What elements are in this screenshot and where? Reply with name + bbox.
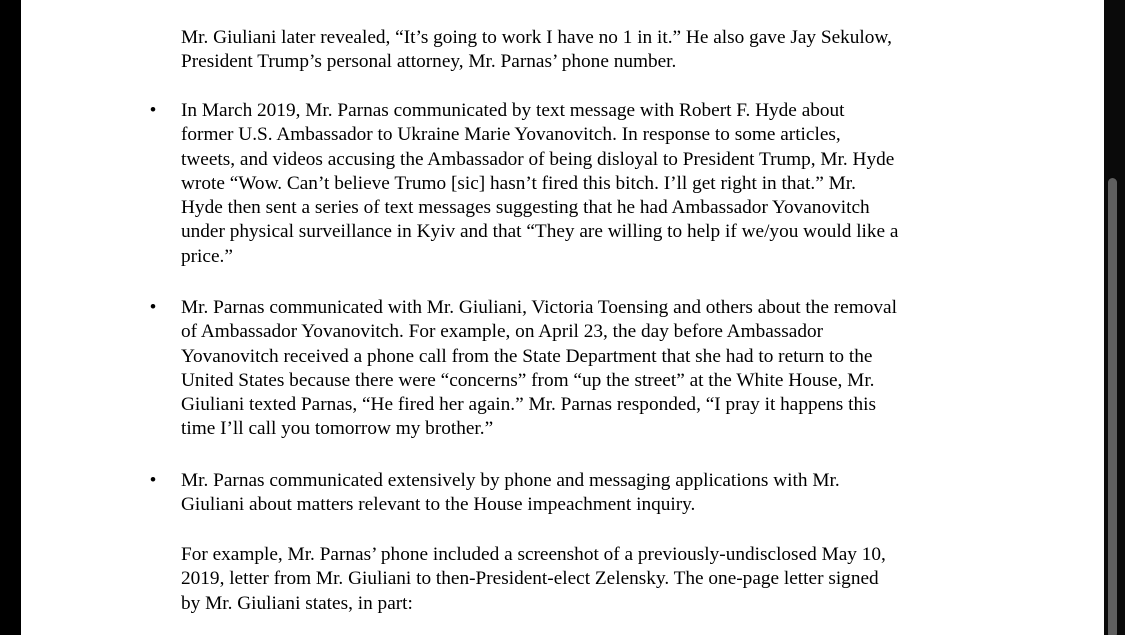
- paragraph-screenshot-letter: [181, 543, 886, 616]
- text-line: Giuliani texted Parnas, “He fired her again.” Mr. Parnas responded, “I pray it happens this: [181, 394, 876, 416]
- text-line: Yovanovitch received a phone call from the State Department that she had to return to the: [181, 345, 873, 367]
- document-page: [21, 0, 1104, 635]
- text-line: 2019, letter from Mr. Giuliani to then-President-elect Zelensky. The one-page letter signed: [181, 568, 879, 590]
- bullet-paragraph-messaging: [181, 469, 840, 518]
- text-line: Mr. Parnas communicated extensively by phone and messaging applications with Mr.: [181, 470, 840, 491]
- text-line: Hyde then sent a series of text messages suggesting that he had Ambassador Yovanovitch: [181, 197, 870, 219]
- text-line: former U.S. Ambassador to Ukraine Marie Yovanovitch. In response to some articles,: [181, 124, 841, 146]
- text-line: Giuliani about matters relevant to the House impeachment inquiry.: [181, 494, 696, 516]
- text-line: Mr. Parnas communicated with Mr. Giuliani, Victoria Toensing and others about the removal: [181, 297, 897, 318]
- text-line: tweets, and videos accusing the Ambassador of being disloyal to President Trump, Mr. Hyde: [181, 148, 895, 170]
- text-line: wrote “Wow. Can’t believe Trumo [sic] hasn’t fired this bitch. I’ll get right in that.” Mr.: [181, 172, 856, 194]
- text-line: under physical surveillance in Kyiv and that “They are willing to help if we/you would like a: [181, 221, 899, 243]
- scrollbar-thumb[interactable]: [1108, 178, 1117, 635]
- bullet-paragraph-hyde: [181, 99, 899, 269]
- bullet-marker: •: [149, 470, 157, 491]
- text-line: price.”: [181, 245, 233, 267]
- text-line: time I’ll call you tomorrow my brother.”: [181, 418, 494, 440]
- bullet-marker: •: [149, 297, 157, 318]
- text-line: of Ambassador Yovanovitch. For example, on April 23, the day before Ambassador: [181, 321, 824, 343]
- text-line: United States because there were “concerns” from “up the street” at the White House, Mr.: [181, 369, 875, 391]
- text-line: In March 2019, Mr. Parnas communicated by text message with Robert F. Hyde about: [181, 100, 845, 121]
- text-line: Mr. Giuliani later revealed, “It’s going to work I have no 1 in it.” He also gave Jay Sekulow,: [181, 27, 892, 48]
- text-line: For example, Mr. Parnas’ phone included a screenshot of a previously-undisclosed May 10,: [181, 544, 886, 565]
- bullet-paragraph-toensing: [181, 296, 897, 442]
- paragraph-giuliani-revealed: [181, 26, 892, 75]
- text-line: by Mr. Giuliani states, in part:: [181, 592, 413, 614]
- text-line: President Trump’s personal attorney, Mr. Parnas’ phone number.: [181, 51, 677, 73]
- bullet-marker: •: [149, 100, 157, 121]
